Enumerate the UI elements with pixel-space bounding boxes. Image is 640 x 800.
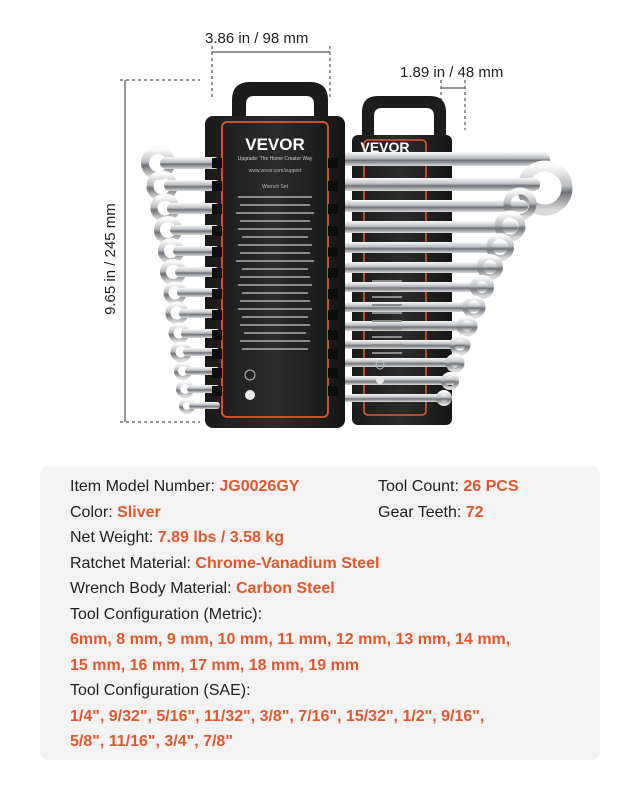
item-model-value: JG0026GY	[219, 478, 300, 495]
spec-row-weight	[70, 525, 570, 551]
config-sae-values	[70, 704, 570, 755]
tool-count-label: Tool Count:	[378, 478, 464, 495]
body-material-value: Carbon Steel	[236, 580, 335, 597]
config-metric-line1: 6mm, 8 mm, 9 mm, 10 mm, 11 mm, 12 mm, 13 mm, 14 mm,	[70, 631, 511, 648]
rack-set-name: Wrench Set	[261, 184, 289, 190]
rack-brand-small: VEVOR	[360, 139, 410, 155]
net-weight-value: 7.89 lbs / 3.58 kg	[157, 529, 285, 546]
net-weight-label: Net Weight:	[70, 529, 158, 546]
config-metric-label: Tool Configuration (Metric):	[70, 605, 263, 623]
item-model-label: Item Model Number:	[70, 478, 220, 495]
rack-tagline: Upgrade: The Home Creator Way	[237, 156, 313, 162]
color-value: Sliver	[117, 503, 161, 521]
config-metric-heading	[70, 602, 570, 628]
gear-teeth-label: Gear Teeth:	[378, 503, 466, 521]
color-label: Color:	[70, 503, 118, 521]
ratchet-material-label: Ratchet Material:	[70, 554, 196, 572]
height-dimension-label: 9.65 in / 245 mm	[102, 203, 119, 315]
config-metric-line2: 15 mm, 16 mm, 17 mm, 18 mm, 19 mm	[70, 656, 360, 674]
config-sae-heading	[70, 678, 570, 704]
gear-teeth-value: 72	[465, 503, 484, 521]
ratchet-material-value: Chrome-Vanadium Steel	[195, 554, 380, 572]
tool-count-value: 26 PCS	[463, 478, 519, 495]
spec-row-model-count	[70, 474, 570, 500]
spec-row-body-material	[70, 576, 570, 602]
config-sae-label: Tool Configuration (SAE):	[70, 682, 251, 699]
depth-dimension-label: 1.89 in / 48 mm	[400, 64, 504, 81]
large-rack	[205, 82, 345, 428]
body-material-label: Wrench Body Material:	[70, 580, 236, 597]
config-sae-line1: 1/4", 9/32", 5/16", 11/32", 3/8", 7/16", 15/32", 1/2", 9/16",	[70, 707, 485, 725]
width-dimension-label: 3.86 in / 98 mm	[205, 30, 309, 47]
specifications-card	[40, 466, 600, 760]
rack-brand-large: VEVOR	[245, 135, 305, 154]
config-metric-values	[70, 627, 570, 678]
config-sae-line2: 5/8", 11/16", 3/4", 7/8"	[70, 733, 233, 750]
spec-row-ratchet-material	[70, 551, 570, 577]
rack-website: www.vevor.com/support	[248, 168, 302, 174]
cert-badge-icon	[245, 390, 255, 400]
spec-row-color-teeth	[70, 500, 570, 526]
